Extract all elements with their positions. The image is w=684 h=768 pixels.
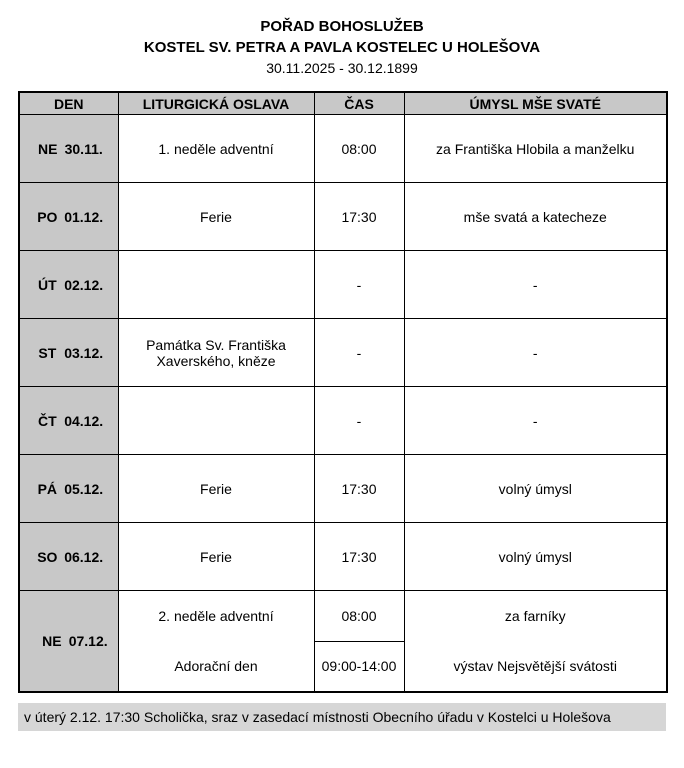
- intention-cell: [404, 591, 667, 693]
- day-abbr: ST: [38, 344, 57, 361]
- day-cell: [19, 455, 118, 523]
- column-header-celebration: LITURGICKÁ OSLAVA: [118, 92, 314, 115]
- intention-cell: volný úmysl: [404, 523, 667, 591]
- column-header-time: ČAS: [314, 92, 404, 115]
- day-date: 02.12.: [64, 276, 104, 293]
- day-date: 04.12.: [64, 412, 104, 429]
- intention-line-1: za farníky: [504, 608, 566, 624]
- celebration-stack: [119, 591, 314, 691]
- time-cell: 08:00: [314, 115, 404, 183]
- day-abbr: ČT: [37, 412, 57, 429]
- time-stack: [315, 591, 404, 691]
- date-range: 30.11.2025 - 30.12.1899: [266, 60, 418, 76]
- table-row: [19, 591, 667, 693]
- celebration-cell: Památka Sv. Františka Xaverského, kněze: [118, 319, 314, 387]
- day-abbr: SO: [37, 548, 58, 565]
- column-header-intention: ÚMYSL MŠE SVATÉ: [404, 92, 667, 115]
- page-title: POŘAD BOHOSLUŽEB: [260, 18, 424, 35]
- time-cell: -: [314, 387, 404, 455]
- time-cell: [314, 591, 404, 693]
- table-body: [19, 115, 667, 693]
- time-cell: 17:30: [314, 455, 404, 523]
- table-header: [19, 92, 667, 115]
- day-cell: [19, 251, 118, 319]
- table-row: [19, 115, 667, 183]
- day-date: 07.12.: [68, 633, 108, 649]
- celebration-line-1: 2. neděle adventní: [158, 608, 274, 624]
- day-date: 05.12.: [64, 480, 104, 497]
- celebration-line-2: Adorační den: [174, 658, 258, 674]
- table-row: [19, 523, 667, 591]
- header-row: [19, 92, 667, 115]
- celebration-cell: [118, 591, 314, 693]
- celebration-cell: 1. neděle adventní: [118, 115, 314, 183]
- celebration-cell: [118, 387, 314, 455]
- time-cell: -: [314, 251, 404, 319]
- day-cell: [19, 115, 118, 183]
- day-cell: [19, 591, 118, 693]
- intention-stack: [405, 591, 667, 691]
- table-row: [19, 251, 667, 319]
- footer-note: v úterý 2.12. 17:30 Scholička, sraz v zasedací místnosti Obecního úřadu v Kostelci u Holešova: [18, 703, 666, 731]
- celebration-cell: Ferie: [118, 523, 314, 591]
- intention-cell: mše svatá a katecheze: [404, 183, 667, 251]
- day-date: 03.12.: [64, 344, 104, 361]
- time-line-1: 08:00: [341, 607, 377, 624]
- day-cell: [19, 319, 118, 387]
- time-cell: 17:30: [314, 523, 404, 591]
- column-header-day: DEN: [19, 92, 118, 115]
- day-date: 30.11.: [64, 140, 103, 157]
- table-row: [19, 183, 667, 251]
- day-date: 06.12.: [64, 548, 104, 565]
- document-header: [18, 16, 666, 79]
- day-date: 01.12.: [64, 208, 104, 225]
- table-row: [19, 387, 667, 455]
- day-abbr: PO: [37, 208, 58, 225]
- intention-line-2: výstav Nejsvětější svátosti: [453, 658, 617, 674]
- celebration-cell: Ferie: [118, 455, 314, 523]
- church-name: KOSTEL SV. PETRA A PAVLA KOSTELEC U HOLEŠOVA: [143, 39, 541, 56]
- intention-cell: -: [404, 387, 667, 455]
- day-abbr: PÁ: [37, 480, 58, 497]
- day-cell: [19, 183, 118, 251]
- celebration-cell: Ferie: [118, 183, 314, 251]
- intention-cell: volný úmysl: [404, 455, 667, 523]
- day-cell: [19, 523, 118, 591]
- table-row: [19, 319, 667, 387]
- day-abbr: ÚT: [37, 276, 57, 293]
- celebration-cell: [118, 251, 314, 319]
- time-cell: 17:30: [314, 183, 404, 251]
- intention-cell: za Františka Hlobila a manželku: [404, 115, 667, 183]
- intention-cell: -: [404, 319, 667, 387]
- table-row: [19, 455, 667, 523]
- day-abbr: NE: [42, 633, 62, 649]
- day-cell: [19, 387, 118, 455]
- time-cell: -: [314, 319, 404, 387]
- day-abbr: NE: [37, 140, 58, 157]
- schedule-table: [18, 91, 668, 693]
- time-line-2: 09:00-14:00: [315, 641, 404, 692]
- intention-cell: -: [404, 251, 667, 319]
